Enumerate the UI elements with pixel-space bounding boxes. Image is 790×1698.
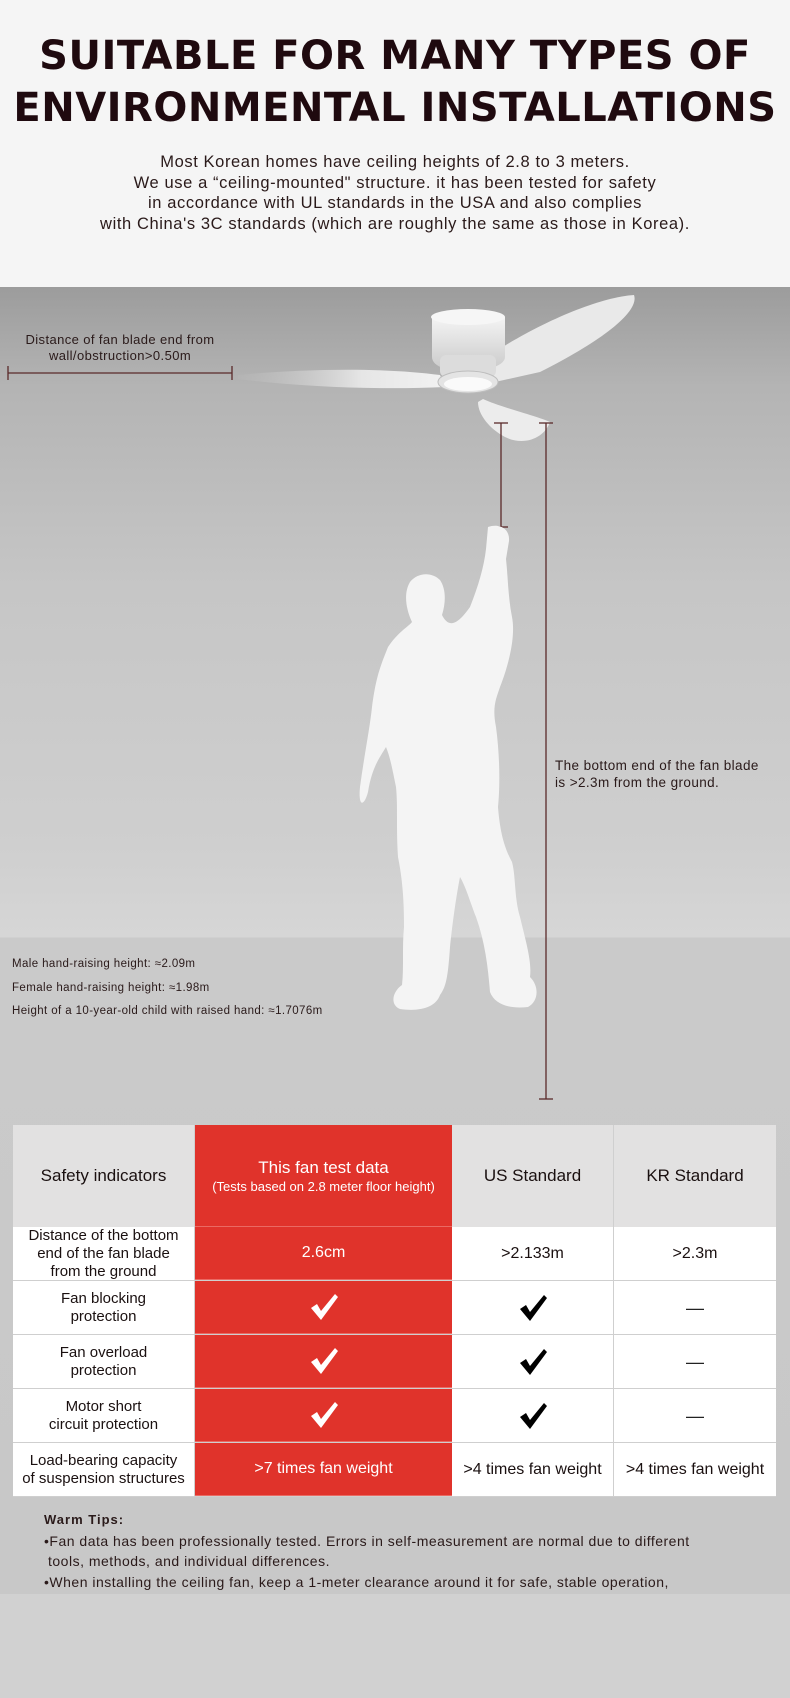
table-row — [13, 1335, 776, 1389]
desc-line-4: with China's 3C standards (which are roughly the same as those in Korea). — [100, 214, 690, 233]
wall-label-line-2: wall/obstruction>0.50m — [48, 348, 192, 363]
header-safety-indicators: Safety indicators — [13, 1125, 195, 1227]
desc-line-2: We use a “ceiling-mounted" structure. it has been tested for safety — [133, 173, 657, 192]
page-title — [0, 0, 790, 134]
row-label-line: circuit protection — [48, 1415, 159, 1433]
fan-value: >7 times fan weight — [195, 1443, 452, 1496]
row-label-line: of suspension structures — [22, 1469, 185, 1487]
tips-line-3: •When installing the ceiling fan, keep a 1-meter clearance around it for safe, stable operation, — [44, 1573, 669, 1590]
us-check-icon — [452, 1335, 614, 1388]
us-check-icon — [452, 1281, 614, 1334]
female-height-text: Female hand-raising height: ≈1.98m — [12, 981, 210, 994]
warm-tips — [44, 1510, 784, 1592]
fan-value: 2.6cm — [195, 1227, 452, 1280]
blade-label-line-2: is >2.3m from the ground. — [555, 775, 720, 790]
kr-dash: — — [614, 1389, 776, 1442]
safety-comparison-table — [13, 1125, 776, 1497]
kr-dash: — — [614, 1281, 776, 1334]
row-label-line: Load-bearing capacity — [29, 1451, 178, 1469]
header-description — [0, 152, 790, 234]
header-us-standard: US Standard — [452, 1125, 614, 1227]
row-label — [13, 1335, 195, 1388]
title-line-1: SUITABLE FOR MANY TYPES OF — [39, 33, 751, 79]
kr-value: >4 times fan weight — [614, 1443, 776, 1496]
table-row — [13, 1281, 776, 1335]
row-label — [13, 1281, 195, 1334]
bottom-area — [0, 1594, 790, 1698]
row-label — [13, 1389, 195, 1442]
header-fan-test-data — [195, 1125, 452, 1227]
row-label — [13, 1443, 195, 1496]
row-label-line: protection — [70, 1307, 137, 1325]
blade-height-marker — [539, 423, 553, 1099]
row-label-line: Motor short — [65, 1397, 142, 1415]
header-kr-standard: KR Standard — [614, 1125, 776, 1227]
kr-dash: — — [614, 1335, 776, 1388]
row-label-line: end of the fan blade — [37, 1244, 170, 1262]
header-section — [0, 0, 790, 287]
wall-label-line-1: Distance of fan blade end from — [25, 332, 215, 347]
blade-label-line-1: The bottom end of the fan blade — [555, 758, 759, 773]
hand-gap-marker — [494, 423, 508, 527]
wall-distance-marker — [8, 366, 232, 380]
us-value: >4 times fan weight — [452, 1443, 614, 1496]
row-label-line: Distance of the bottom — [28, 1226, 179, 1244]
male-height-text: Male hand-raising height: ≈2.09m — [12, 958, 196, 970]
wall-distance-label — [10, 332, 230, 364]
row-label — [13, 1227, 195, 1280]
table-row — [13, 1443, 776, 1497]
tips-line-1: •Fan data has been professionally tested. Errors in self-measurement are normal due to different — [44, 1532, 690, 1549]
row-label-line: from the ground — [50, 1262, 157, 1280]
title-line-2: ENVIRONMENTAL INSTALLATIONS — [13, 85, 777, 131]
table-row — [13, 1389, 776, 1443]
table-header-row — [13, 1125, 776, 1227]
desc-line-1: Most Korean homes have ceiling heights of 2.8 to 3 meters. — [160, 153, 630, 171]
row-label-line: Fan overload — [59, 1343, 148, 1361]
fan-check-icon — [195, 1281, 452, 1334]
header-fan-test-subtitle: (Tests based on 2.8 meter floor height) — [212, 1178, 435, 1194]
fan-check-icon — [195, 1389, 452, 1442]
us-value: >2.133m — [452, 1227, 614, 1280]
tips-line-2: tools, methods, and individual differences. — [48, 1553, 330, 1569]
child-height-text: Height of a 10-year-old child with raised hand: ≈1.7076m — [12, 1005, 323, 1017]
person-silhouette — [360, 526, 537, 1010]
row-label-line: protection — [70, 1361, 137, 1379]
desc-line-3: in accordance with UL standards in the USA and also complies — [148, 194, 642, 212]
kr-value: >2.3m — [614, 1227, 776, 1280]
hand-raise-heights — [12, 953, 323, 1024]
fan-check-icon — [195, 1335, 452, 1388]
ceiling-fan-icon — [238, 295, 635, 441]
blade-height-label — [555, 757, 759, 791]
row-label-line: Fan blocking — [60, 1289, 147, 1307]
tips-title: Warm Tips: — [44, 1512, 125, 1527]
table-row — [13, 1227, 776, 1281]
header-fan-test-title: This fan test data — [258, 1157, 389, 1177]
us-check-icon — [452, 1389, 614, 1442]
